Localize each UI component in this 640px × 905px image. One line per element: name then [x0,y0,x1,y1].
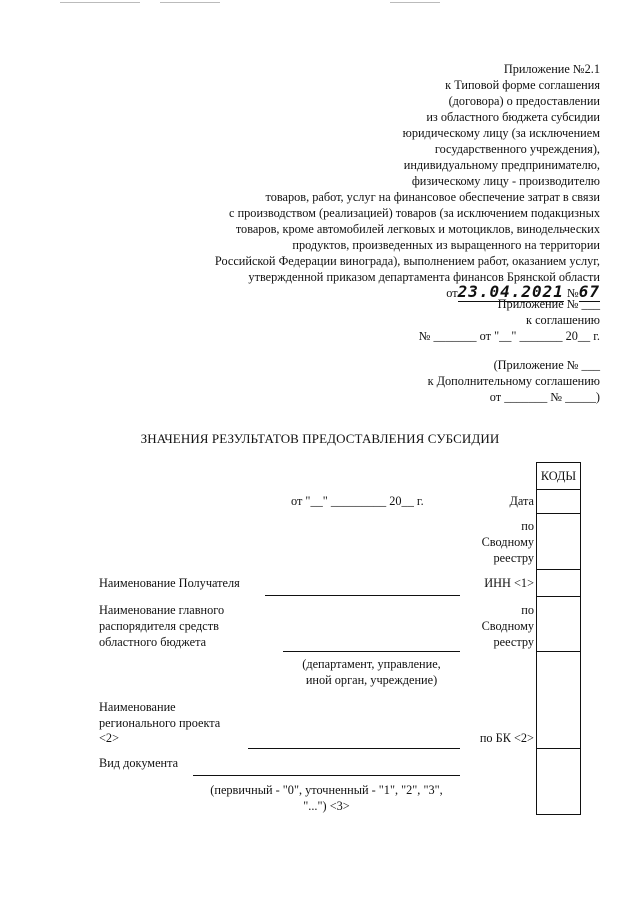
chief-manager-label-line: областного бюджета [99,635,207,649]
order-date-handwritten: 23.04.2021 [457,282,564,301]
order-number-handwritten: 67 [578,282,600,301]
registry-label-line: Сводному [481,619,534,633]
appendix-header-line: с производством (реализацией) товаров (за исключением подакцизных [229,206,600,220]
codes-column [536,489,581,815]
doc-type-note-line: (первичный - "0", уточненный - "1", "2", "3", [210,783,443,797]
doc-type-note-line: "...") <3> [303,799,350,813]
registry-label-line: по [521,519,534,533]
codes-cell-divider [536,569,581,570]
chief-manager-label-line: распорядителя средств [99,619,219,633]
codes-cell-divider [536,596,581,597]
department-note-line: иной орган, учреждение) [305,673,438,687]
appendix-header-line: товаров, работ, услуг на финансовое обеспечение затрат в связи [265,190,600,204]
doc-type-label: Вид документа [99,756,179,770]
doc-type-field-line[interactable] [193,775,460,776]
chief-manager-field-line[interactable] [283,651,460,652]
regional-project-label-line: регионального проекта [99,716,221,730]
agreement-appendix-line: № _______ от "__" _______ 20__ г. [418,329,600,343]
codes-cell-divider [536,651,581,652]
appendix-header-line: продуктов, произведенных из выращенного на территории [292,238,600,252]
chief-manager-label-line: Наименование главного [99,603,225,617]
agreement-appendix-line: Приложение № ___ [497,297,600,311]
appendix-header-line: утвержденной приказом департамента финансов Брянской области [248,270,600,284]
registry-label-line: реестру [493,635,534,649]
bk-label: по БК <2> [479,731,534,745]
appendix-header-line: физическому лицу - производителю [411,174,600,188]
registry-label-line: Сводному [481,535,534,549]
regional-project-label-line: <2> [99,731,120,745]
recipient-label: Наименование Получателя [99,576,240,590]
recipient-field-line[interactable] [265,595,460,596]
scan-edge-line [160,2,220,3]
form-date-line: от "__" _________ 20__ г. [291,494,424,508]
appendix-header-line: индивидуальному предпринимателю, [403,158,600,172]
scan-edge-line [390,2,440,3]
additional-appendix-line: (Приложение № ___ [493,358,600,372]
scan-edge-line [60,2,140,3]
registry-label-line: реестру [493,551,534,565]
regional-project-field-line[interactable] [248,748,460,749]
codes-header: КОДЫ [540,469,577,483]
regional-project-label-line: Наименование [99,700,176,714]
document-title: ЗНАЧЕНИЯ РЕЗУЛЬТАТОВ ПРЕДОСТАВЛЕНИЯ СУБСИДИИ [140,431,500,446]
codes-cell-divider [536,748,581,749]
additional-appendix-line: к Дополнительному соглашению [427,374,600,388]
appendix-header-line: государственного учреждения), [434,142,600,156]
codes-cell-divider [536,513,581,514]
appendix-header-line: юридическому лицу (за исключением [402,126,600,140]
agreement-appendix-line: к соглашению [526,313,600,327]
appendix-header-line: из областного бюджета субсидии [426,110,600,124]
appendix-header-line: Приложение №2.1 [503,62,600,76]
order-date-prefix: от [446,286,458,300]
inn-label: ИНН <1> [484,576,534,590]
codes-header-cell [536,462,581,490]
appendix-header-line: Российской Федерации винограда), выполнением работ, оказанием услуг, [214,254,600,268]
additional-appendix-line: от _______ № _____) [489,390,600,404]
registry-label-line: по [521,603,534,617]
appendix-header-line: (договора) о предоставлении [448,94,600,108]
department-note-line: (департамент, управление, [302,657,441,671]
order-number-prefix: № [567,286,579,300]
appendix-header-line: к Типовой форме соглашения [445,78,600,92]
date-label: Дата [509,494,534,508]
appendix-header-line: товаров, кроме автомобилей легковых и мотоциклов, винодельческих [235,222,600,236]
